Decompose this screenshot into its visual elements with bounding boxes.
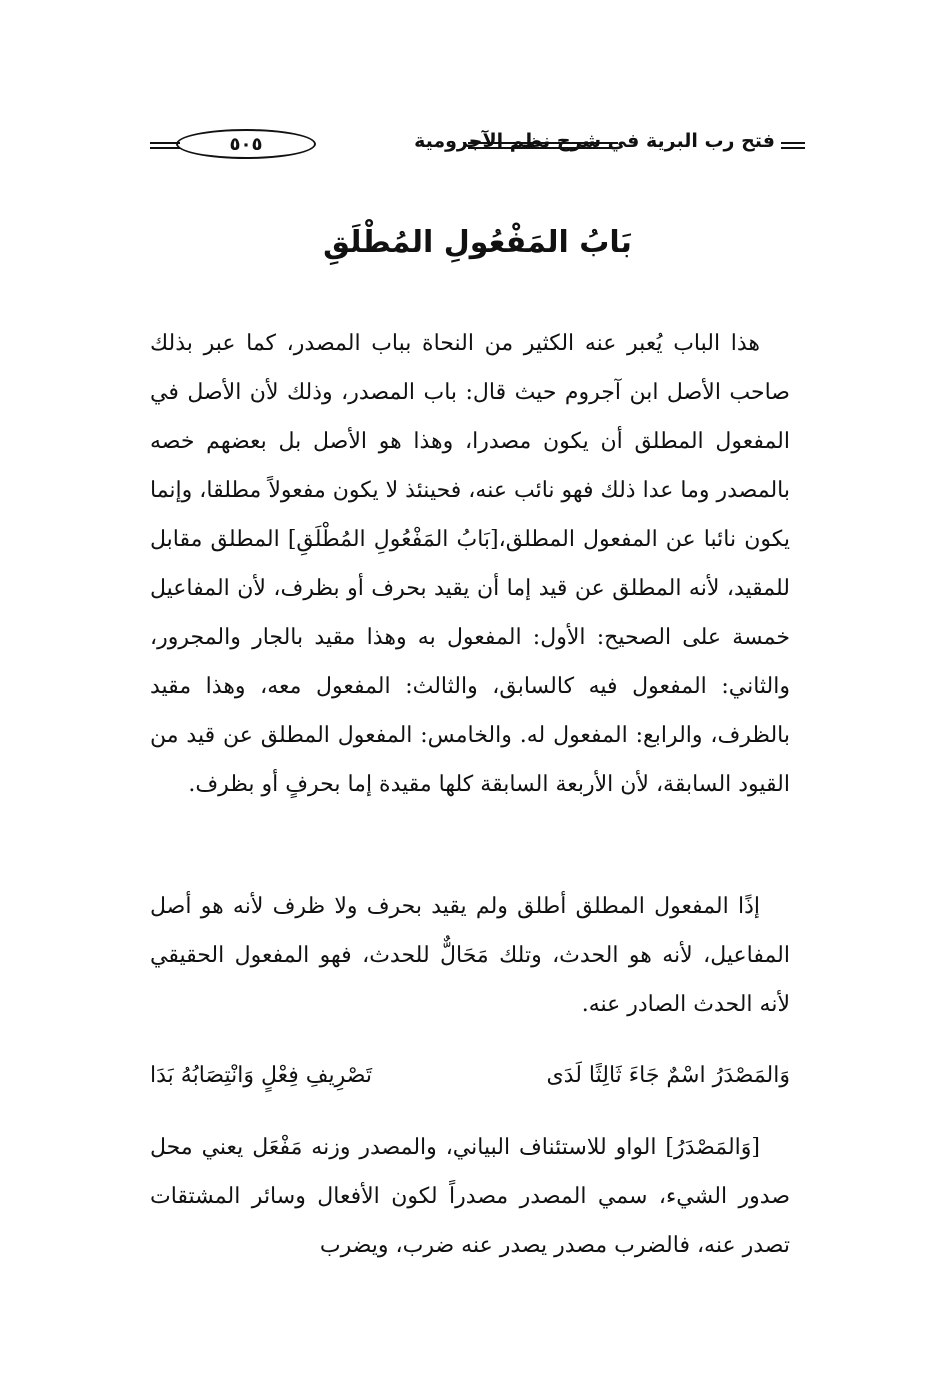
paragraph-1	[150, 319, 790, 809]
verse-second-hemistich: تَصْرِيفِ فِعْلٍ وَانْتِصَابُهُ بَدَا	[150, 1063, 372, 1088]
paragraph-3	[150, 1123, 790, 1270]
running-header	[150, 126, 805, 164]
paragraph-2	[150, 882, 790, 1029]
running-title: فتح رب البرية في شرح نظم الآجرومية	[414, 130, 775, 152]
paragraph-text: [وَالمَصْدَرُ] الواو للاستئناف البياني، والمصدر وزنه مَفْعَل يعني محل صدور الشيء، سمي المصدر مصدراً لكون الأفعال وسائر المشتقات تصدر عنه، فالضرب مصدر يصدر عنه ضرب، ويضرب	[150, 1135, 790, 1258]
header-rule-middle	[468, 142, 618, 149]
verse-first-hemistich: وَالمَصْدَرُ اسْمٌ جَاءَ ثَالِثًا لَدَى	[546, 1063, 790, 1088]
page-number: ٥٠٥	[176, 129, 316, 159]
paragraph-text: هذا الباب يُعبر عنه الكثير من النحاة بباب المصدر، كما عبر بذلك صاحب الأصل ابن آجروم حيث قال: باب المصدر، وذلك لأن الأصل في المفعول المطلق أن يكون مصدرا، وهذا هو الأصل بل بعضهم خصه بالمصدر وما عدا ذلك فهو نائب عنه، فحينئذ لا يكون مفعولاً مطلقا، وإنما يكون نائبا عن المفعول المطلق،[بَابُ المَفْعُولِ المُطْلَقِ] المطلق مقابل للمقيد، لأنه المطلق عن قيد إما أن يقيد بحرف أو بظرف، لأن المفاعيل خمسة على الصحيح: الأول: المفعول به وهذا مقيد بالجار والمجرور، والثاني: المفعول فيه كالسابق، والثالث: المفعول معه، وهذا مقيد بالظرف، والرابع: المفعول له. والخامس: المفعول المطلق عن قيد من القيود السابقة، لأن الأربعة السابقة كلها مقيدة إما بحرفٍ أو بظرف.	[150, 331, 790, 797]
header-rule-right	[781, 142, 805, 149]
header-rule-left	[150, 142, 180, 149]
chapter-title: بَابُ المَفْعُولِ المُطْلَقِ	[323, 225, 632, 260]
poem-verse	[150, 1063, 790, 1103]
paragraph-text: إذًا المفعول المطلق أطلق ولم يقيد بحرف ولا ظرف لأنه هو أصل المفاعيل، لأنه هو الحدث، وتلك مَحَالٌّ للحدث، فهو المفعول الحقيقي لأنه الحدث الصادر عنه.	[150, 894, 790, 1017]
